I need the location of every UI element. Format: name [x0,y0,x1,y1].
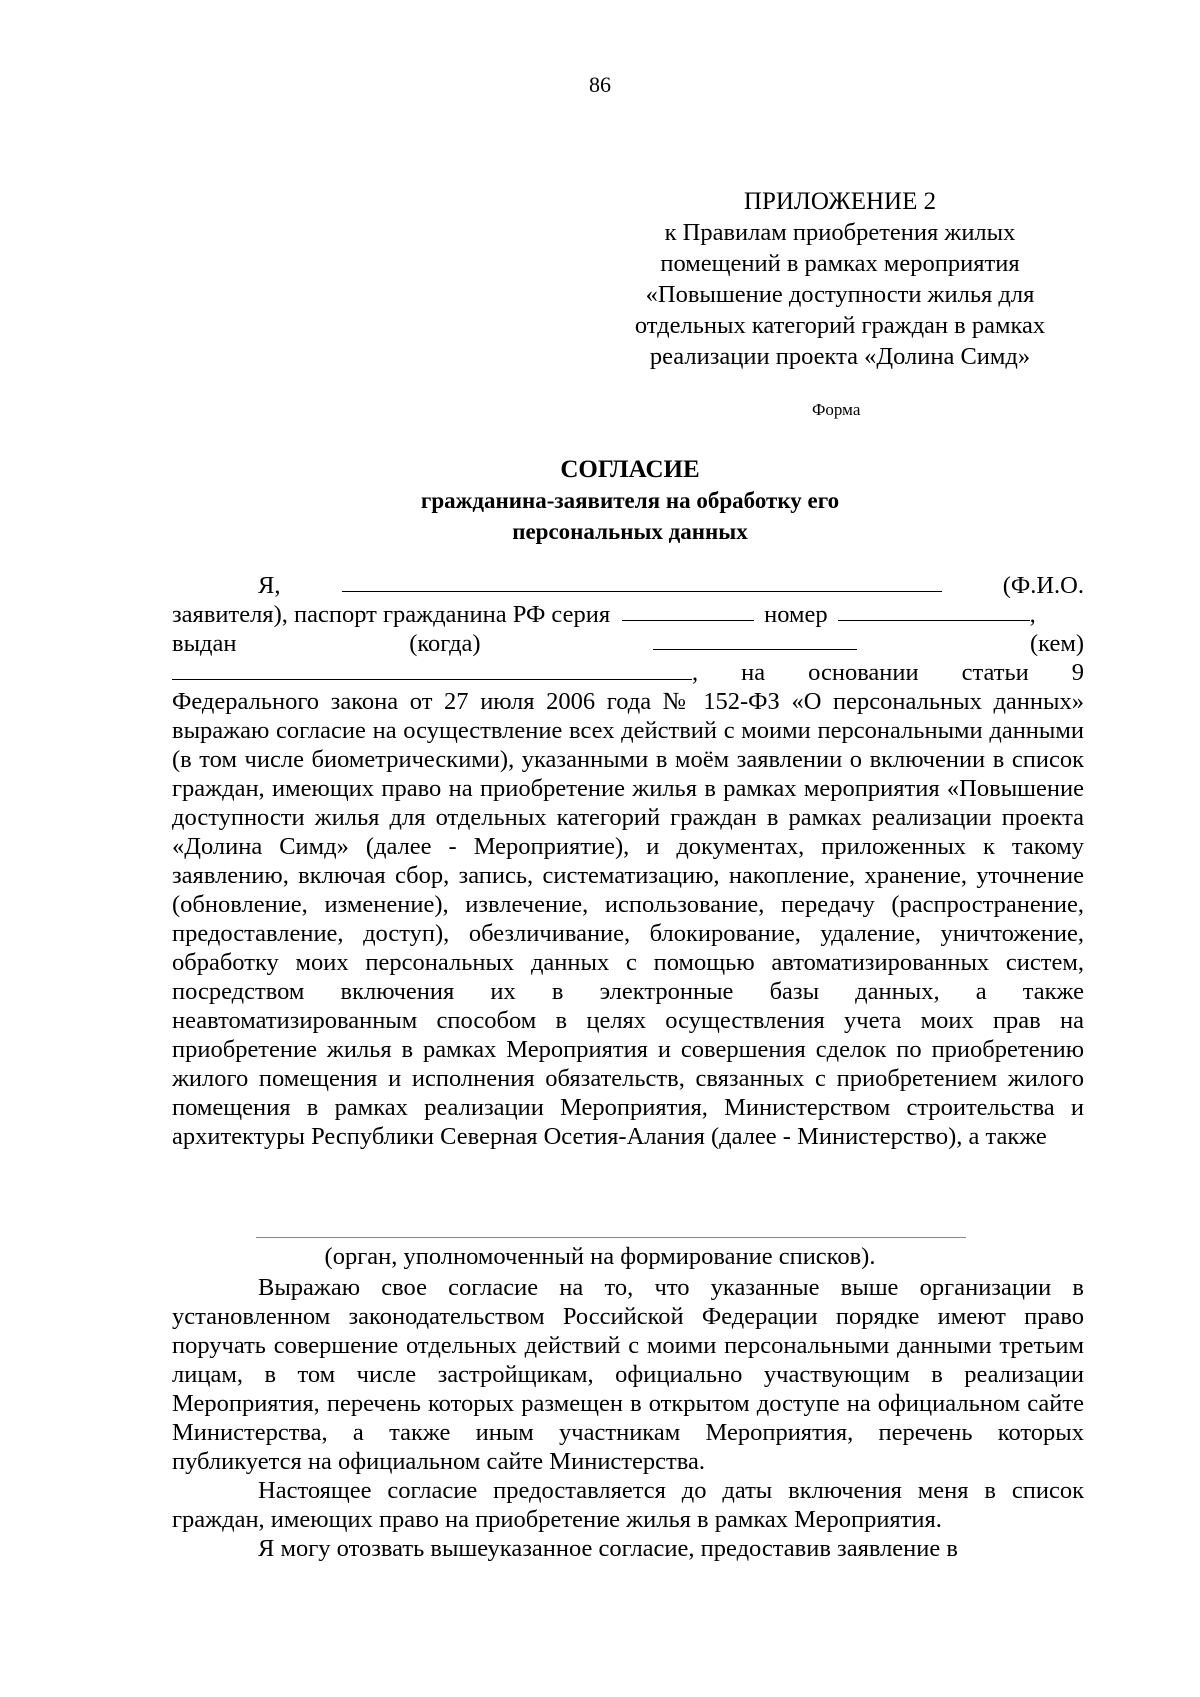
fio-label: (Ф.И.О. [1002,572,1084,599]
appendix-line: к Правилам приобретения жилых [664,219,1016,246]
appendix-line: реализации проекта «Долина Симд» [649,343,1031,370]
authority-caption: (орган, уполномоченный на формирование списков). [324,1243,876,1270]
issued-when-label: (когда) [409,630,481,657]
authority-blank-line [256,1237,966,1238]
issuer-comma: , [692,659,699,686]
basis-word: на [741,659,766,686]
passport-number-label: номер [764,601,828,628]
issued-by-label: (кем) [1030,630,1084,657]
pronoun-label: Я, [258,572,281,599]
title-main: СОГЛАСИЕ [560,456,700,483]
form-fields [172,571,1084,687]
appendix-heading: ПРИЛОЖЕНИЕ 2 [743,188,937,215]
document-title [0,455,1200,547]
issued-when-blank[interactable] [653,629,857,650]
field-line-issued [172,629,1084,658]
basis-word: статьи [961,659,1029,686]
field-line-passport [172,600,1084,629]
title-sub-1: гражданина-заявителя на обработку его [420,488,840,513]
fio-blank[interactable] [342,571,942,592]
title-sub-2: персональных данных [512,519,748,544]
field-line-name [172,571,1084,600]
field-line-issuer [172,658,1084,687]
appendix-block [600,186,1080,372]
issuer-blank[interactable] [172,659,692,680]
page-number: 86 [589,72,611,97]
issued-label: выдан [172,630,237,657]
form-label: Форма [812,400,861,419]
passport-series-label: заявителя), паспорт гражданина РФ серия [172,601,611,628]
passport-series-blank[interactable] [622,600,754,621]
consent-paragraph-4: Я могу отозвать вышеуказанное согласие, предоставив заявление в [258,1535,958,1562]
appendix-line: отдельных категорий граждан в рамках [634,312,1046,339]
consent-paragraph-3: Настоящее согласие предоставляется до даты включения меня в список граждан, имеющих право на приобретение жилья в рамках Мероприятия. [172,1477,1084,1533]
passport-comma: , [1029,601,1036,628]
passport-number-blank[interactable] [838,600,1030,621]
appendix-line: «Повышение доступности жилья для [645,281,1035,308]
consent-paragraph-2: Выражаю свое согласие на то, что указанные выше организации в установленном законодательством Российской Федерации порядке имеют право поручать совершение отдельных действий с моими персональными данными третьим лицам, в том числе застройщикам, официально участвующим в реализации Мероприятия, перечень которых размещен в открытом доступе на официальном сайте Министерства, а также иным участникам Мероприятия, перечень которых публикуется на официальном сайте Министерства. [172,1274,1084,1475]
appendix-line: помещений в рамках мероприятия [660,250,1020,277]
basis-word: 9 [1071,659,1084,686]
consent-paragraph-1: Федерального закона от 27 июля 2006 года № 152-ФЗ «О персональных данных» выражаю согласие на осуществление всех действий с моими персональными данными (в том числе биометрическими), указанными в моём заявлении о включении в список граждан, имеющих право на приобретение жилья в рамках мероприятия «Повышение доступности жилья для отдельных категорий граждан в рамках реализации проекта «Долина Симд» (далее - Мероприятие), и документах, приложенных к такому заявлению, включая сбор, запись, систематизацию, накопление, хранение, уточнение (обновление, изменение), извлечение, использование, передачу (распространение, предоставление, доступ), обезличивание, блокирование, удаление, уничтожение, обработку моих персональных данных с помощью автоматизированных систем, посредством включения их в электронные базы данных, а также неавтоматизированным способом в целях осуществления учета моих прав на приобретение жилья в рамках Мероприятия и совершения сделок по приобретению жилого помещения и исполнения обязательств, связанных с приобретением жилого помещения в рамках реализации Мероприятия, Министерством строительства и архитектуры Республики Северная Осетия-Алания (далее - Министерство), а также [172,688,1084,1150]
basis-word: основании [808,659,919,686]
